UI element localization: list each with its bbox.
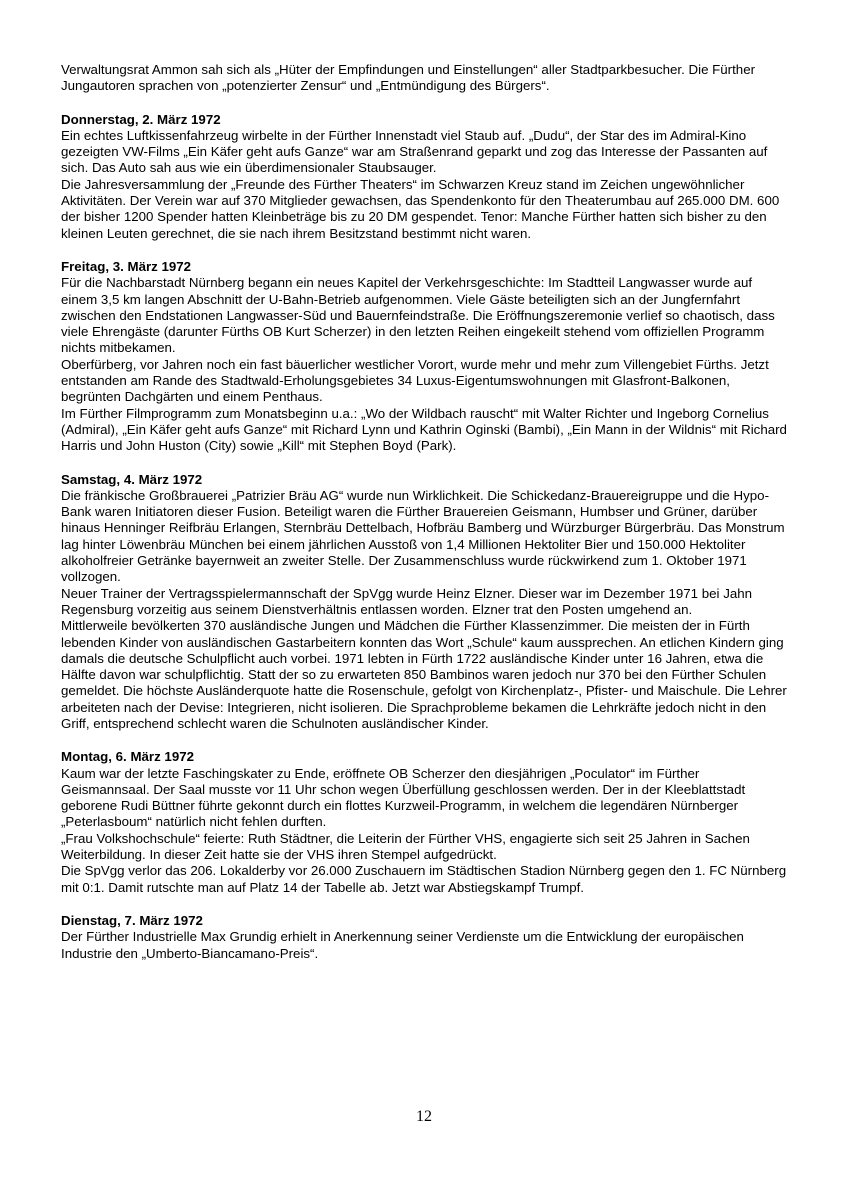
date-heading: Montag, 6. März 1972 [61, 749, 195, 765]
intro-block [61, 62, 791, 95]
paragraph: Der Fürther Industrielle Max Grundig erhielt in Anerkennung seiner Verdienste um die Entwicklung der europäischen Industrie den „Umberto-Biancamano-Preis“. [61, 929, 744, 961]
date-heading: Freitag, 3. März 1972 [61, 258, 192, 274]
paragraph: „Frau Volkshochschule“ feierte: Ruth Städtner, die Leiterin der Fürther VHS, engagierte sich seit 25 Jahren in Sachen Weiterbildung. In dieser Zeit hatte sie der VHS ihren Stempel aufgedrückt. [61, 830, 750, 863]
entry-body [61, 929, 791, 962]
entry-body [61, 488, 791, 732]
paragraph: Die Jahresversammlung der „Freunde des Fürther Theaters“ im Schwarzen Kreuz stand im Zeichen ungewöhnlicher Aktivitäten. Der Verein war auf 370 Mitglieder gewachsen, das Spendenkonto für den Theaterumbau auf 265.000 DM. 600 der bisher 1200 Spender hatten Kleinbeträge bis zu 20 DM gespendet. Tenor: Manche Fürther hatten sich bisher zu den kleinen Leuten gerechnet, die sie nach ihrem Besitzstand bestimmt nicht waren. [61, 176, 780, 241]
entry-6-maerz [61, 749, 791, 896]
date-heading: Samstag, 4. März 1972 [61, 471, 203, 487]
date-heading: Dienstag, 7. März 1972 [61, 912, 203, 928]
paragraph: Mittlerweile bevölkerten 370 ausländische Jungen und Mädchen die Fürther Klassenzimmer. Die meisten der in Fürth lebenden Kinder von ausländischen Gastarbeitern konnten das Wort „Schule“ kaum aussprechen. An etlichen Kindern ging damals die deutsche Schulpflicht auch vorbei. 1971 lebten in Fürth 1722 ausländische Kinder unter 16 Jahren, etwa die Hälfte davon war schulpflichtig. Statt der so zu erwarteten 850 Bambinos waren jedoch nur 370 bei den Fürther Schulen gemeldet. Die höchste Ausländerquote hatte die Rosenschule, gefolgt von Kirchenplatz-, Pfister- und Maischule. Die Lehrer arbeiteten nach der Devise: Integrieren, nicht isolieren. Die Sprachprobleme bekamen die Lehrkräfte jedoch nicht in den Griff, entsprechend schlecht waren die Schulnoten ausländischer Kinder. [61, 618, 787, 731]
paragraph: Neuer Trainer der Vertragsspielermannschaft der SpVgg wurde Heinz Elzner. Dieser war im Dezember 1971 bei Jahn Regensburg vorzeitig aus seinem Dienstverhältnis entlassen worden. Elzner trat den Posten umgehend an. [61, 585, 753, 617]
entry-7-maerz [61, 913, 791, 962]
paragraph: Für die Nachbarstadt Nürnberg begann ein neues Kapitel der Verkehrsgeschichte: Im Stadtteil Langwasser wurde auf einem 3,5 km langen Abschnitt der U-Bahn-Betrieb aufgenommen. Viele Gäste beteiligten sich an der Jungfernfahrt zwischen den Endstationen Langwasser-Süd und Bauernfeindstraße. Die Eröffnungszeremonie verlief so chaotisch, dass viele Ehrengäste (darunter Fürths OB Kurt Scherzer) in den letzten Reihen eingekeilt stehend vom offiziellen Programm nichts mitbekamen. [61, 275, 775, 356]
entry-body [61, 766, 791, 896]
intro-paragraph: Verwaltungsrat Ammon sah sich als „Hüter der Empfindungen und Einstellungen“ aller Stadtparkbesucher. Die Fürther Jungautoren sprachen von „potenzierter Zensur“ und „Entmündigung des Bürgers“. [61, 62, 756, 94]
entry-4-maerz [61, 472, 791, 733]
entry-2-maerz [61, 112, 791, 242]
paragraph: Oberfürberg, vor Jahren noch ein fast bäuerlicher westlicher Vorort, wurde mehr und mehr zum Villengebiet Fürths. Jetzt entstanden am Rande des Stadtwald-Erholungsgebietes 34 Luxus-Eigentumswohnungen mit Glasfront-Balkonen, begrünten Dachgärten und einem Penthaus. [61, 356, 769, 405]
paragraph: Die SpVgg verlor das 206. Lokalderby vor 26.000 Zuschauern im Städtischen Stadion Nürnberg gegen den 1. FC Nürnberg mit 0:1. Damit rutschte man auf Platz 14 der Tabelle ab. Jetzt war Abstiegskampf Trumpf. [61, 863, 787, 895]
page-number: 12 [416, 1108, 432, 1125]
paragraph: Ein echtes Luftkissenfahrzeug wirbelte in der Fürther Innenstadt viel Staub auf. „Dudu“, der Star des im Admiral-Kino gezeigten VW-Films „Ein Käfer geht aufs Ganze“ war am Straßenrand geparkt und zog das Interesse der Passanten auf sich. Das Auto sah aus wie ein überdimensionaler Staubsauger. [61, 127, 768, 176]
entry-3-maerz [61, 259, 791, 455]
entry-body [61, 275, 791, 454]
date-heading: Donnerstag, 2. März 1972 [61, 111, 221, 127]
paragraph: Im Fürther Filmprogramm zum Monatsbeginn u.a.: „Wo der Wildbach rauscht“ mit Walter Richter und Ingeborg Cornelius (Admiral), „Ein Käfer geht aufs Ganze“ mit Richard Lynn und Kathrin Oginski (Bambi), „Ein Mann in der Wildnis“ mit Richard Harris und John Huston (City) sowie „Kill“ mit Stephen Boyd (Park). [61, 405, 787, 454]
paragraph: Die fränkische Großbrauerei „Patrizier Bräu AG“ wurde nun Wirklichkeit. Die Schickedanz-Brauereigruppe und die Hypo-Bank waren Initiatoren dieser Fusion. Beteiligt waren die Fürther Brauereien Geismann, Humbser und Grüner, darüber hinaus Henninger Reifbräu Erlangen, Sternbräu Dettelbach, Hofbräu Bamberg und Würzburger Bürgerbräu. Das Monstrum lag hinter Löwenbräu München bei einem jährlichen Ausstoß von 1,4 Millionen Hektoliter Bier und 150.000 Hektoliter alkoholfreier Getränke bayernweit an zweiter Stelle. Der Zusammenschluss wurde rückwirkend zum 1. Oktober 1971 vollzogen. [61, 487, 785, 585]
entry-body [61, 128, 791, 242]
document-page [61, 62, 791, 979]
paragraph: Kaum war der letzte Faschingskater zu Ende, eröffnete OB Scherzer den diesjährigen „Poculator“ im Fürther Geismannsaal. Der Saal musste vor 11 Uhr schon wegen Überfüllung geschlossen werden. Der in der Kleeblattstadt geborene Rudi Büttner führte gekonnt durch ein flottes Kurzweil-Programm, in welchem die legendären Nürnberger „Peterlasboum“ natürlich nicht fehlen durften. [61, 765, 746, 830]
